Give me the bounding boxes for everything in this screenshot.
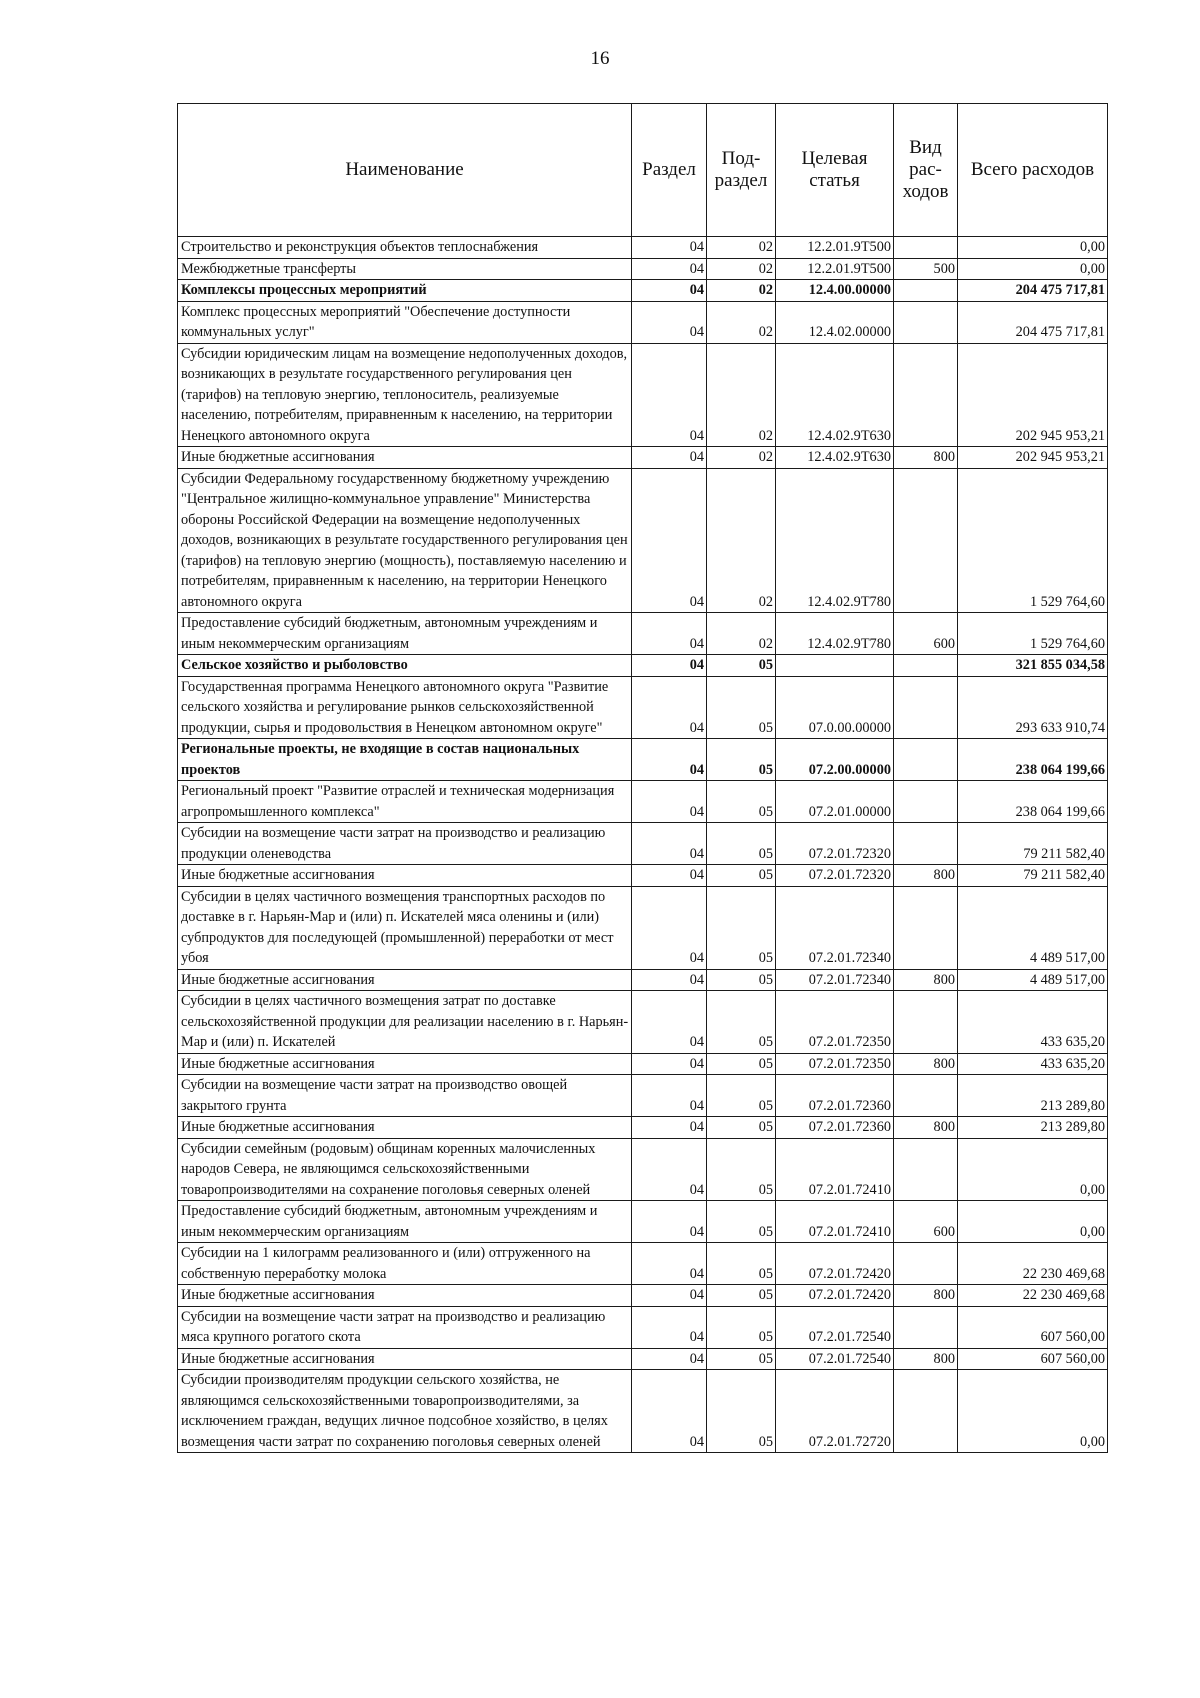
header-podrazdel: Под- раздел (707, 104, 776, 237)
cell-name: Иные бюджетные ассигнования (178, 865, 632, 887)
cell-podrazdel: 05 (707, 823, 776, 865)
cell-razdel: 04 (632, 1075, 707, 1117)
cell-name: Строительство и реконструкция объектов теплоснабжения (178, 237, 632, 259)
cell-name: Субсидии в целях частичного возмещения транспортных расходов по доставке в г. Нарьян-Мар и (или) п. Искателей мяса оленины и (или) субпродуктов для последующей (промышленной) переработки от мест убоя (178, 886, 632, 969)
cell-vid: 600 (894, 1201, 958, 1243)
cell-razdel: 04 (632, 1285, 707, 1307)
cell-podrazdel: 05 (707, 969, 776, 991)
cell-total: 4 489 517,00 (958, 886, 1108, 969)
cell-podrazdel: 05 (707, 1075, 776, 1117)
cell-podrazdel: 05 (707, 655, 776, 677)
cell-razdel: 04 (632, 1348, 707, 1370)
header-vid: Вид рас- ходов (894, 104, 958, 237)
page-number: 16 (590, 48, 610, 69)
table-row (178, 991, 1108, 1054)
cell-razdel: 04 (632, 1053, 707, 1075)
cell-razdel: 04 (632, 865, 707, 887)
cell-vid (894, 676, 958, 739)
cell-podrazdel: 05 (707, 1201, 776, 1243)
cell-total: 22 230 469,68 (958, 1243, 1108, 1285)
cell-vid (894, 1370, 958, 1453)
cell-statya: 07.0.00.00000 (776, 676, 894, 739)
header-name: Наименование (178, 104, 632, 237)
cell-name: Иные бюджетные ассигнования (178, 1285, 632, 1307)
cell-vid: 800 (894, 1053, 958, 1075)
cell-statya: 07.2.01.72420 (776, 1243, 894, 1285)
cell-razdel: 04 (632, 258, 707, 280)
header-razdel: Раздел (632, 104, 707, 237)
cell-vid: 800 (894, 969, 958, 991)
cell-statya: 07.2.01.72420 (776, 1285, 894, 1307)
cell-name: Предоставление субсидий бюджетным, автономным учреждениям и иным некоммерческим организациям (178, 1201, 632, 1243)
cell-statya: 07.2.01.72720 (776, 1370, 894, 1453)
cell-vid: 500 (894, 258, 958, 280)
cell-statya: 07.2.01.72540 (776, 1348, 894, 1370)
cell-total: 79 211 582,40 (958, 865, 1108, 887)
cell-razdel: 04 (632, 1117, 707, 1139)
cell-podrazdel: 05 (707, 886, 776, 969)
cell-statya: 12.4.02.9Т780 (776, 468, 894, 613)
cell-total: 1 529 764,60 (958, 613, 1108, 655)
cell-razdel: 04 (632, 1201, 707, 1243)
table-row (178, 1285, 1108, 1307)
cell-razdel: 04 (632, 969, 707, 991)
cell-name: Субсидии на 1 килограмм реализованного и (или) отгруженного на собственную переработку молока (178, 1243, 632, 1285)
cell-vid (894, 655, 958, 677)
table-row (178, 1075, 1108, 1117)
cell-statya: 07.2.01.72410 (776, 1201, 894, 1243)
cell-total: 0,00 (958, 237, 1108, 259)
cell-statya: 12.4.02.9Т630 (776, 447, 894, 469)
table-row (178, 886, 1108, 969)
cell-statya: 07.2.01.72350 (776, 1053, 894, 1075)
cell-statya: 12.4.02.9Т780 (776, 613, 894, 655)
table-row (178, 1370, 1108, 1453)
cell-vid (894, 886, 958, 969)
cell-podrazdel: 05 (707, 781, 776, 823)
cell-name: Субсидии в целях частичного возмещения затрат по доставке сельскохозяйственной продукции для реализации населению в г. Нарьян-Мар и (или) п. Искателей (178, 991, 632, 1054)
cell-podrazdel: 05 (707, 865, 776, 887)
cell-podrazdel: 05 (707, 739, 776, 781)
cell-name: Субсидии на возмещение части затрат на производство и реализацию продукции оленеводства (178, 823, 632, 865)
table-row (178, 1348, 1108, 1370)
cell-razdel: 04 (632, 781, 707, 823)
cell-name: Комплексы процессных мероприятий (178, 280, 632, 302)
cell-name: Иные бюджетные ассигнования (178, 447, 632, 469)
table-row (178, 258, 1108, 280)
cell-podrazdel: 05 (707, 1348, 776, 1370)
cell-razdel: 04 (632, 447, 707, 469)
cell-vid (894, 343, 958, 447)
cell-razdel: 04 (632, 886, 707, 969)
cell-vid (894, 301, 958, 343)
cell-razdel: 04 (632, 280, 707, 302)
cell-vid (894, 739, 958, 781)
cell-statya: 07.2.01.72360 (776, 1075, 894, 1117)
cell-podrazdel: 05 (707, 1138, 776, 1201)
cell-total: 607 560,00 (958, 1306, 1108, 1348)
cell-vid (894, 237, 958, 259)
cell-statya: 07.2.01.72540 (776, 1306, 894, 1348)
cell-total: 607 560,00 (958, 1348, 1108, 1370)
table-row (178, 676, 1108, 739)
cell-name: Сельское хозяйство и рыболовство (178, 655, 632, 677)
cell-name: Субсидии на возмещение части затрат на производство и реализацию мяса крупного рогатого скота (178, 1306, 632, 1348)
table-row (178, 613, 1108, 655)
cell-total: 4 489 517,00 (958, 969, 1108, 991)
cell-total: 238 064 199,66 (958, 739, 1108, 781)
cell-razdel: 04 (632, 676, 707, 739)
cell-statya: 07.2.01.72360 (776, 1117, 894, 1139)
cell-podrazdel: 02 (707, 447, 776, 469)
table-row (178, 823, 1108, 865)
cell-total: 433 635,20 (958, 991, 1108, 1054)
cell-vid: 800 (894, 447, 958, 469)
cell-razdel: 04 (632, 468, 707, 613)
header-total: Всего расходов (958, 104, 1108, 237)
table-row (178, 447, 1108, 469)
table-row (178, 1138, 1108, 1201)
cell-vid: 800 (894, 1285, 958, 1307)
cell-total: 202 945 953,21 (958, 447, 1108, 469)
cell-statya (776, 655, 894, 677)
cell-name: Государственная программа Ненецкого автономного округа "Развитие сельского хозяйства и регулирование рынков сельскохозяйственной продукции, сырья и продовольствия в Ненецком автономном округе" (178, 676, 632, 739)
cell-name: Региональный проект "Развитие отраслей и техническая модернизация агропромышленного комплекса" (178, 781, 632, 823)
cell-razdel: 04 (632, 991, 707, 1054)
budget-table (177, 103, 1108, 1453)
cell-statya: 07.2.01.72320 (776, 865, 894, 887)
cell-name: Субсидии юридическим лицам на возмещение недополученных доходов, возникающих в результате государственного регулирования цен (тарифов) на тепловую энергию, теплоноситель, реализуемые населению, потребителям, приравненным к населению, на территории Ненецкого автономного округа (178, 343, 632, 447)
cell-podrazdel: 05 (707, 991, 776, 1054)
table-row (178, 1117, 1108, 1139)
cell-podrazdel: 02 (707, 237, 776, 259)
cell-statya: 12.4.02.9Т630 (776, 343, 894, 447)
cell-total: 22 230 469,68 (958, 1285, 1108, 1307)
cell-name: Субсидии на возмещение части затрат на производство овощей закрытого грунта (178, 1075, 632, 1117)
cell-vid (894, 991, 958, 1054)
cell-podrazdel: 02 (707, 280, 776, 302)
table-row (178, 343, 1108, 447)
cell-razdel: 04 (632, 1306, 707, 1348)
cell-podrazdel: 05 (707, 1053, 776, 1075)
header-statya: Целевая статья (776, 104, 894, 237)
cell-podrazdel: 05 (707, 676, 776, 739)
cell-statya: 12.4.02.00000 (776, 301, 894, 343)
cell-statya: 12.2.01.9Т500 (776, 237, 894, 259)
cell-name: Субсидии производителям продукции сельского хозяйства, не являющимся сельскохозяйственными товаропроизводителями, за исключением граждан, ведущих личное подсобное хозяйство, в целях возмещения части затрат по сохранению поголовья северных оленей (178, 1370, 632, 1453)
cell-razdel: 04 (632, 1370, 707, 1453)
cell-razdel: 04 (632, 237, 707, 259)
cell-name: Межбюджетные трансферты (178, 258, 632, 280)
table-row (178, 1306, 1108, 1348)
cell-total: 0,00 (958, 258, 1108, 280)
table-body (178, 237, 1108, 1453)
cell-statya: 07.2.01.72320 (776, 823, 894, 865)
cell-razdel: 04 (632, 1243, 707, 1285)
cell-statya: 12.4.00.00000 (776, 280, 894, 302)
cell-statya: 07.2.00.00000 (776, 739, 894, 781)
cell-vid: 800 (894, 1348, 958, 1370)
cell-razdel: 04 (632, 823, 707, 865)
cell-razdel: 04 (632, 739, 707, 781)
cell-total: 204 475 717,81 (958, 280, 1108, 302)
table-row (178, 1243, 1108, 1285)
cell-vid (894, 1075, 958, 1117)
cell-razdel: 04 (632, 301, 707, 343)
cell-podrazdel: 02 (707, 301, 776, 343)
cell-razdel: 04 (632, 613, 707, 655)
cell-vid: 800 (894, 1117, 958, 1139)
cell-podrazdel: 05 (707, 1243, 776, 1285)
table-row (178, 1201, 1108, 1243)
cell-total: 0,00 (958, 1201, 1108, 1243)
cell-vid (894, 823, 958, 865)
table-header-row (178, 104, 1108, 237)
cell-name: Региональные проекты, не входящие в состав национальных проектов (178, 739, 632, 781)
cell-name: Комплекс процессных мероприятий "Обеспечение доступности коммунальных услуг" (178, 301, 632, 343)
cell-vid (894, 1243, 958, 1285)
cell-razdel: 04 (632, 1138, 707, 1201)
cell-total: 321 855 034,58 (958, 655, 1108, 677)
cell-razdel: 04 (632, 343, 707, 447)
table-row (178, 655, 1108, 677)
cell-vid (894, 1306, 958, 1348)
cell-total: 293 633 910,74 (958, 676, 1108, 739)
cell-name: Иные бюджетные ассигнования (178, 1053, 632, 1075)
cell-total: 202 945 953,21 (958, 343, 1108, 447)
cell-vid (894, 1138, 958, 1201)
cell-total: 79 211 582,40 (958, 823, 1108, 865)
cell-podrazdel: 02 (707, 468, 776, 613)
cell-statya: 07.2.01.00000 (776, 781, 894, 823)
cell-name: Субсидии семейным (родовым) общинам коренных малочисленных народов Севера, не являющимся сельскохозяйственными товаропроизводителями на сохранение поголовья северных оленей (178, 1138, 632, 1201)
cell-statya: 07.2.01.72350 (776, 991, 894, 1054)
cell-name: Иные бюджетные ассигнования (178, 1348, 632, 1370)
table-row (178, 739, 1108, 781)
cell-vid: 600 (894, 613, 958, 655)
cell-name: Иные бюджетные ассигнования (178, 969, 632, 991)
cell-statya: 07.2.01.72410 (776, 1138, 894, 1201)
cell-total: 0,00 (958, 1138, 1108, 1201)
cell-podrazdel: 05 (707, 1370, 776, 1453)
cell-vid (894, 781, 958, 823)
cell-name: Иные бюджетные ассигнования (178, 1117, 632, 1139)
cell-total: 204 475 717,81 (958, 301, 1108, 343)
table-row (178, 865, 1108, 887)
cell-total: 1 529 764,60 (958, 468, 1108, 613)
table-row (178, 969, 1108, 991)
table-row (178, 468, 1108, 613)
table-row (178, 280, 1108, 302)
table-row (178, 781, 1108, 823)
cell-vid (894, 280, 958, 302)
cell-vid: 800 (894, 865, 958, 887)
cell-total: 238 064 199,66 (958, 781, 1108, 823)
cell-statya: 07.2.01.72340 (776, 969, 894, 991)
cell-podrazdel: 02 (707, 258, 776, 280)
table-row (178, 301, 1108, 343)
cell-podrazdel: 05 (707, 1285, 776, 1307)
cell-statya: 07.2.01.72340 (776, 886, 894, 969)
cell-podrazdel: 02 (707, 613, 776, 655)
table-row (178, 1053, 1108, 1075)
cell-total: 0,00 (958, 1370, 1108, 1453)
cell-total: 433 635,20 (958, 1053, 1108, 1075)
table-row (178, 237, 1108, 259)
cell-name: Субсидии Федеральному государственному бюджетному учреждению "Центральное жилищно-коммунальное управление" Министерства обороны Российской Федерации на возмещение недополученных доходов, возникающих в результате государственного регулирования цен (тарифов) на тепловую энергию (мощность), поставляемую населению и потребителям, приравненным к населению, на территории Ненецкого автономного округа (178, 468, 632, 613)
cell-podrazdel: 05 (707, 1306, 776, 1348)
cell-total: 213 289,80 (958, 1117, 1108, 1139)
cell-razdel: 04 (632, 655, 707, 677)
cell-name: Предоставление субсидий бюджетным, автономным учреждениям и иным некоммерческим организациям (178, 613, 632, 655)
cell-statya: 12.2.01.9Т500 (776, 258, 894, 280)
cell-podrazdel: 05 (707, 1117, 776, 1139)
cell-podrazdel: 02 (707, 343, 776, 447)
cell-vid (894, 468, 958, 613)
cell-total: 213 289,80 (958, 1075, 1108, 1117)
